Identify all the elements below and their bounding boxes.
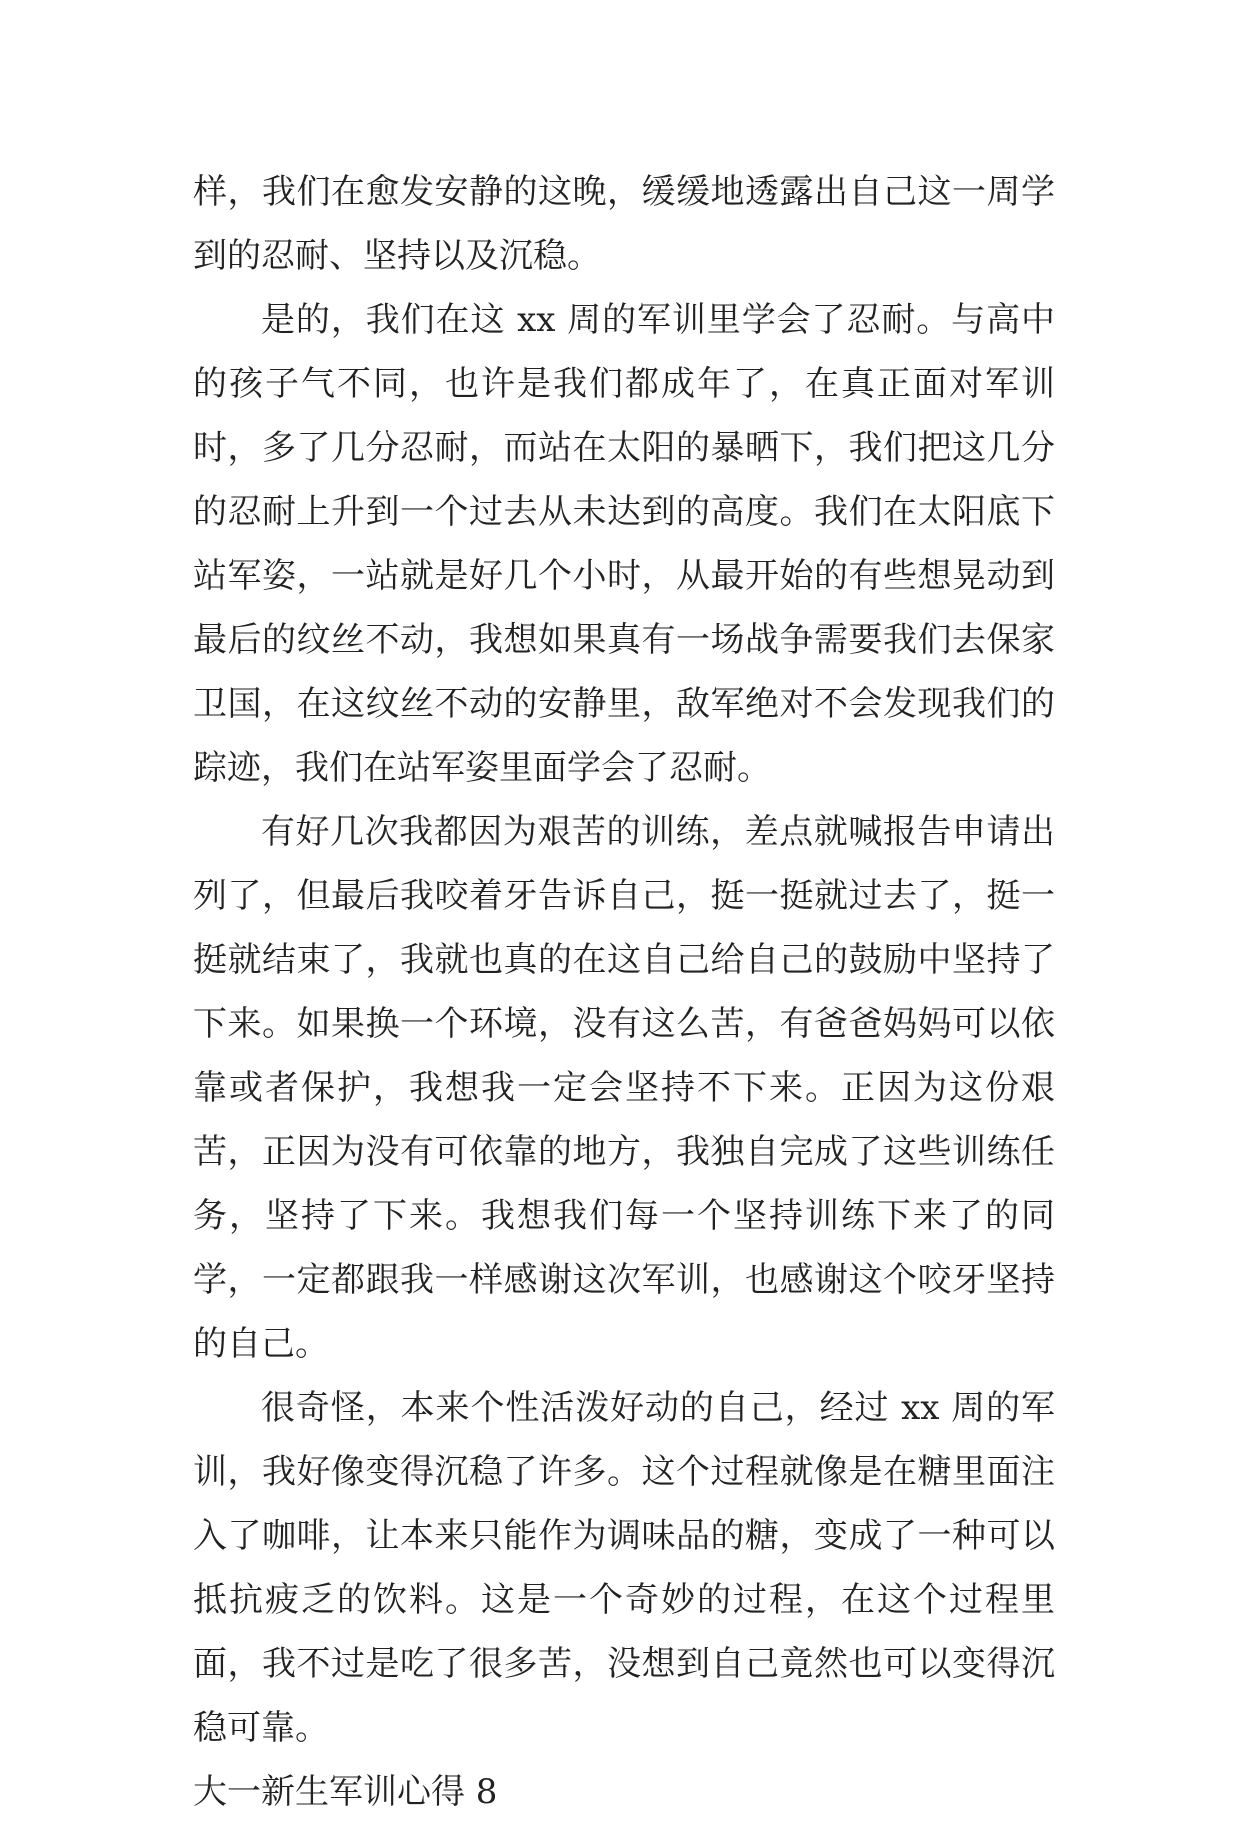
- paragraph-persistence: 有好几次我都因为艰苦的训练，差点就喊报告申请出列了，但最后我咬着牙告诉自己，挺一挺就过去了，挺一挺就结束了，我就也真的在这自己给自己的鼓励中坚持了下来。如果换一个环境，没有这么苦，有爸爸妈妈可以依靠或者保护，我想我一定会坚持不下来。正因为这份艰苦，正因为没有可依靠的地方，我独自完成了这些训练任务，坚持了下来。我想我们每一个坚持训练下来了的同学，一定都跟我一样感谢这次军训，也感谢这个咬牙坚持的自己。: [193, 812, 1055, 1364]
- document-body: [193, 160, 1055, 1824]
- paragraph-composure: 很奇怪，本来个性活泼好动的自己，经过 xx 周的军训，我好像变得沉稳了许多。这个过程就像是在糖里面注入了咖啡，让本来只能作为调味品的糖，变成了一种可以抵抗疲乏的饮料。这是一个奇妙的过程，在这个过程里面，我不过是吃了很多苦，没想到自己竟然也可以变得沉稳可靠。: [193, 1388, 1055, 1748]
- section-heading: 大一新生军训心得 8: [193, 1772, 498, 1812]
- paragraph-continuation: 样，我们在愈发安静的这晚，缓缓地透露出自己这一周学到的忍耐、坚持以及沉稳。: [193, 172, 1055, 276]
- paragraph-patience: 是的，我们在这 xx 周的军训里学会了忍耐。与高中的孩子气不同，也许是我们都成年了，在真正面对军训时，多了几分忍耐，而站在太阳的暴晒下，我们把这几分的忍耐上升到一个过去从未达到的高度。我们在太阳底下站军姿，一站就是好几个小时，从最开始的有些想晃动到最后的纹丝不动，我想如果真有一场战争需要我们去保家卫国，在这纹丝不动的安静里，敌军绝对不会发现我们的踪迹，我们在站军姿里面学会了忍耐。: [193, 300, 1055, 788]
